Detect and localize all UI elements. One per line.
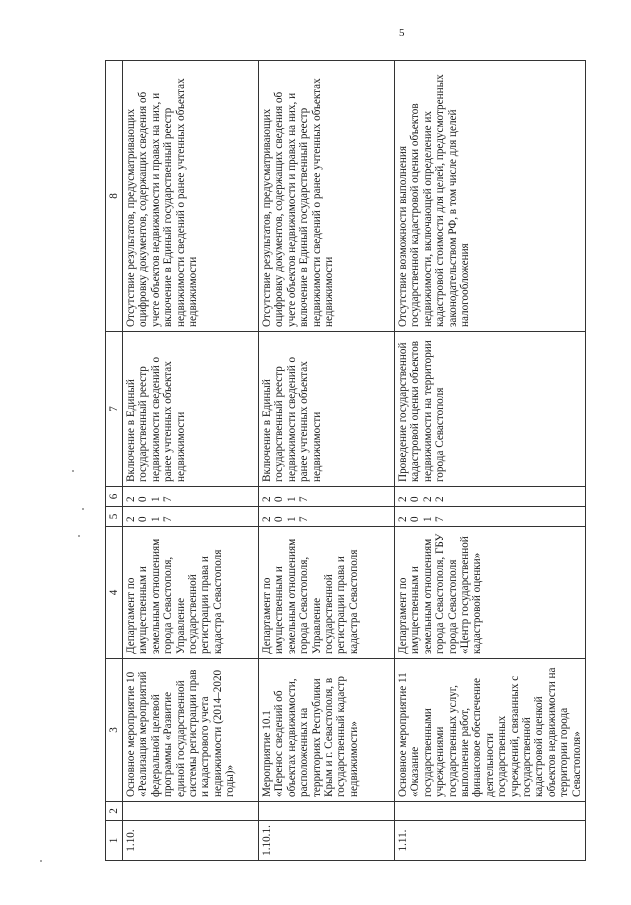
table-row [123, 61, 259, 861]
header-cell: 4 [106, 527, 123, 659]
measures-table [105, 60, 586, 861]
empty-cell [395, 802, 586, 821]
scan-speck [78, 535, 80, 537]
row-number-cell: 1.10. [123, 821, 259, 861]
header-cell: 8 [106, 61, 123, 332]
header-cell: 1 [106, 821, 123, 861]
measure-name-cell: Мероприятие 10.1 «Перенос сведений об объектах недвижимости, расположенных на территориях Республики Крым и г. Севастополя, в государственный кадастр недвижимости» [259, 659, 395, 802]
header-cell: 7 [106, 332, 123, 487]
scan-speck [40, 860, 42, 862]
executor-cell: Департамент по имущественным и земельным отношениям города Севастополя, Управление государственной регистрации права и кадастра Севастополя [123, 527, 259, 659]
consequence-cell: Отсутствие возможности выполнения государственной кадастровой оценки объектов недвижимости, включающей определение их кадастровой стоимости для целей, предусмотренных законодательством РФ, в том числе для целей налогообложения [395, 61, 586, 332]
page-number: 5 [399, 27, 405, 39]
start-year-cell: 2017 [123, 507, 259, 527]
expected-result-cell: Включение в Единый государственный реестр недвижимости сведений о ранее учтенных объектах недвижимости [259, 332, 395, 487]
table-row [395, 61, 586, 861]
end-year-cell: 2022 [395, 487, 586, 507]
executor-cell: Департамент по имущественным и земельным отношениям города Севастополя, Управление государственной регистрации права и кадастра Севастополя [259, 527, 395, 659]
header-cell: 2 [106, 802, 123, 821]
scan-speck [72, 470, 74, 472]
empty-cell [259, 802, 395, 821]
header-cell: 5 [106, 507, 123, 527]
rotated-table-container [105, 61, 583, 861]
row-number-cell: 1.10.1. [259, 821, 395, 861]
measure-name-cell: Основное мероприятие 10 «Реализация мероприятий федеральной целевой программы «Развитие единой государственной системы регистрации прав и кадастрового учета недвижимости (2014–2020 годы)» [123, 659, 259, 802]
scan-speck [82, 508, 84, 510]
header-cell: 3 [106, 659, 123, 802]
start-year-cell: 2017 [259, 507, 395, 527]
measure-name-cell: Основное мероприятие 11 «Оказание государственными учреждениями государственных услуг, выполнение работ, финансовое обеспечение деятельности государственных учреждений, связанных с государственной кадастровой оценкой объектов недвижимости на территории города Севастополя» [395, 659, 586, 802]
empty-cell [123, 802, 259, 821]
executor-cell: Департамент по имущественным и земельным отношениям города Севастополя, ГБУ города Севастополя «Центр государственной кадастровой оценки» [395, 527, 586, 659]
row-number-cell: 1.11. [395, 821, 586, 861]
expected-result-cell: Включение в Единый государственный реестр недвижимости сведений о ранее учтенных объектах недвижимости [123, 332, 259, 487]
end-year-cell: 2017 [123, 487, 259, 507]
table-row [259, 61, 395, 861]
header-row [106, 61, 123, 861]
header-cell: 6 [106, 487, 123, 507]
consequence-cell: Отсутствие результатов, предусматривающих оцифровку документов, содержащих сведения об учете объектов недвижимости и правах на них, и включение в Единый государственный реестр недвижимости сведений о ранее учтенных объектах недвижимости [259, 61, 395, 332]
expected-result-cell: Проведение государственной кадастровой оценки объектов недвижимости на территории города Севастополя [395, 332, 586, 487]
start-year-cell: 2017 [395, 507, 586, 527]
end-year-cell: 2017 [259, 487, 395, 507]
consequence-cell: Отсутствие результатов, предусматривающих оцифровку документов, содержащих сведения об учете объектов недвижимости и правах на них, и включение в Единый государственный реестр недвижимости сведений о ранее учтенных объектах недвижимости [123, 61, 259, 332]
